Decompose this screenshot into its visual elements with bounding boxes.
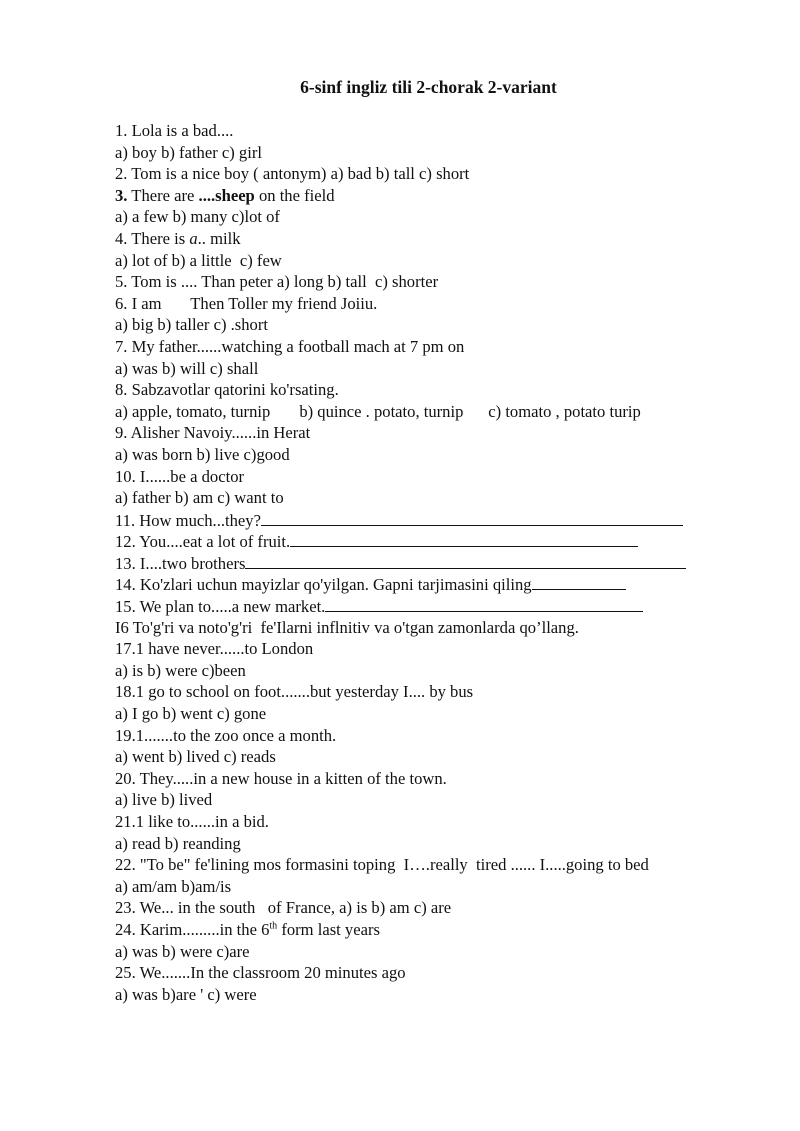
question-text: 12. You....eat a lot of fruit. [115, 532, 291, 552]
worksheet-line: 23. We... in the south of France, a) is b) am c) are [115, 898, 452, 918]
page-title: 6-sinf ingliz tili 2-chorak 2-variant [300, 77, 557, 97]
italic-text: a [189, 228, 198, 248]
question-text: 14. Ko'zlari uchun mayizlar qo'yilgan. Gapni tarjimasini qiling [115, 575, 532, 595]
question-text: 15. We plan to.....a new market. [115, 597, 326, 617]
worksheet-line: 18.1 go to school on foot.......but yesterday I.... by bus [115, 682, 474, 702]
worksheet-line [115, 573, 765, 595]
worksheet-line: a) was b) were c)are [115, 941, 250, 961]
worksheet-line: 20. They.....in a new house in a kitten of the town. [115, 768, 447, 788]
worksheet-line: a) was b) will c) shall [115, 358, 259, 378]
worksheet-line [115, 919, 765, 941]
worksheet-line: 6. I am Then Toller my friend Joiiu. [115, 293, 378, 313]
worksheet-line: a) apple, tomato, turnip b) quince . potato, turnip c) tomato , potato turip [115, 401, 641, 421]
question-text: There are [127, 185, 199, 205]
worksheet-line: 25. We.......In the classroom 20 minutes ago [115, 963, 406, 983]
worksheet-line: 8. Sabzavotlar qatorini ko'rsating. [115, 380, 339, 400]
worksheet-line: 2. Tom is a nice boy ( antonym) a) bad b) tall c) short [115, 164, 470, 184]
worksheet-line: 19.1.......to the zoo once a month. [115, 725, 337, 745]
worksheet-line: a) father b) am c) want to [115, 488, 284, 508]
question-text: .. milk [197, 228, 241, 248]
superscript: th [269, 920, 278, 932]
worksheet-line: a) is b) were c)been [115, 660, 246, 680]
worksheet-line: a) I go b) went c) gone [115, 704, 267, 724]
question-text: 11. How much...they? [115, 510, 261, 530]
worksheet-line [115, 185, 765, 207]
worksheet-line [115, 509, 765, 531]
worksheet-line: 17.1 have never......to London [115, 639, 314, 659]
answer-blank[interactable] [245, 552, 686, 569]
worksheet-line: 5. Tom is .... Than peter a) long b) tall c) shorter [115, 272, 439, 292]
question-list [115, 120, 765, 1005]
worksheet-line: 7. My father......watching a football mach at 7 pm on [115, 336, 465, 356]
worksheet-line: a) lot of b) a little c) few [115, 250, 282, 270]
question-text: form last years [277, 919, 380, 939]
worksheet-line: 10. I......be a doctor [115, 466, 245, 486]
question-text: 24. Karim.........in the 6 [115, 919, 270, 939]
bold-text: ....sheep [198, 185, 255, 205]
worksheet-line [115, 228, 765, 250]
answer-blank[interactable] [325, 595, 643, 612]
worksheet-line: a) boy b) father c) girl [115, 142, 262, 162]
worksheet-line [115, 530, 765, 552]
worksheet-line: I6 To'g'ri va noto'g'ri fe'Ilarni inflnitiv va o'tgan zamonlarda qo’llang. [115, 617, 579, 637]
worksheet-line: a) big b) taller c) .short [115, 315, 268, 335]
worksheet-line [115, 595, 765, 617]
question-text: 13. I....two brothers [115, 553, 246, 573]
worksheet-line: a) read b) reanding [115, 833, 241, 853]
worksheet-line: 21.1 like to......in a bid. [115, 812, 269, 831]
worksheet-line: a) a few b) many c)lot of [115, 207, 280, 227]
worksheet-line: a) was born b) live c)good [115, 444, 290, 464]
answer-blank[interactable] [261, 509, 683, 526]
worksheet-line [115, 552, 765, 574]
worksheet-line: a) was b)are ' c) were [115, 984, 257, 1004]
question-text: 4. There is [115, 228, 190, 248]
worksheet-line: a) am/am b)am/is [115, 876, 232, 896]
worksheet-line: a) went b) lived c) reads [115, 747, 276, 767]
worksheet-line: 9. Alisher Navoiy......in Herat [115, 423, 311, 443]
answer-blank[interactable] [290, 530, 638, 547]
worksheet-line: 22. "To be" fe'lining mos formasini toping I….really tired ...... I.....going to bed [115, 855, 649, 875]
answer-blank[interactable] [532, 573, 626, 590]
worksheet-line: a) live b) lived [115, 790, 213, 810]
question-number: 3. [115, 185, 128, 205]
worksheet-line: 1. Lola is a bad.... [115, 121, 234, 140]
question-text: on the field [254, 185, 335, 205]
